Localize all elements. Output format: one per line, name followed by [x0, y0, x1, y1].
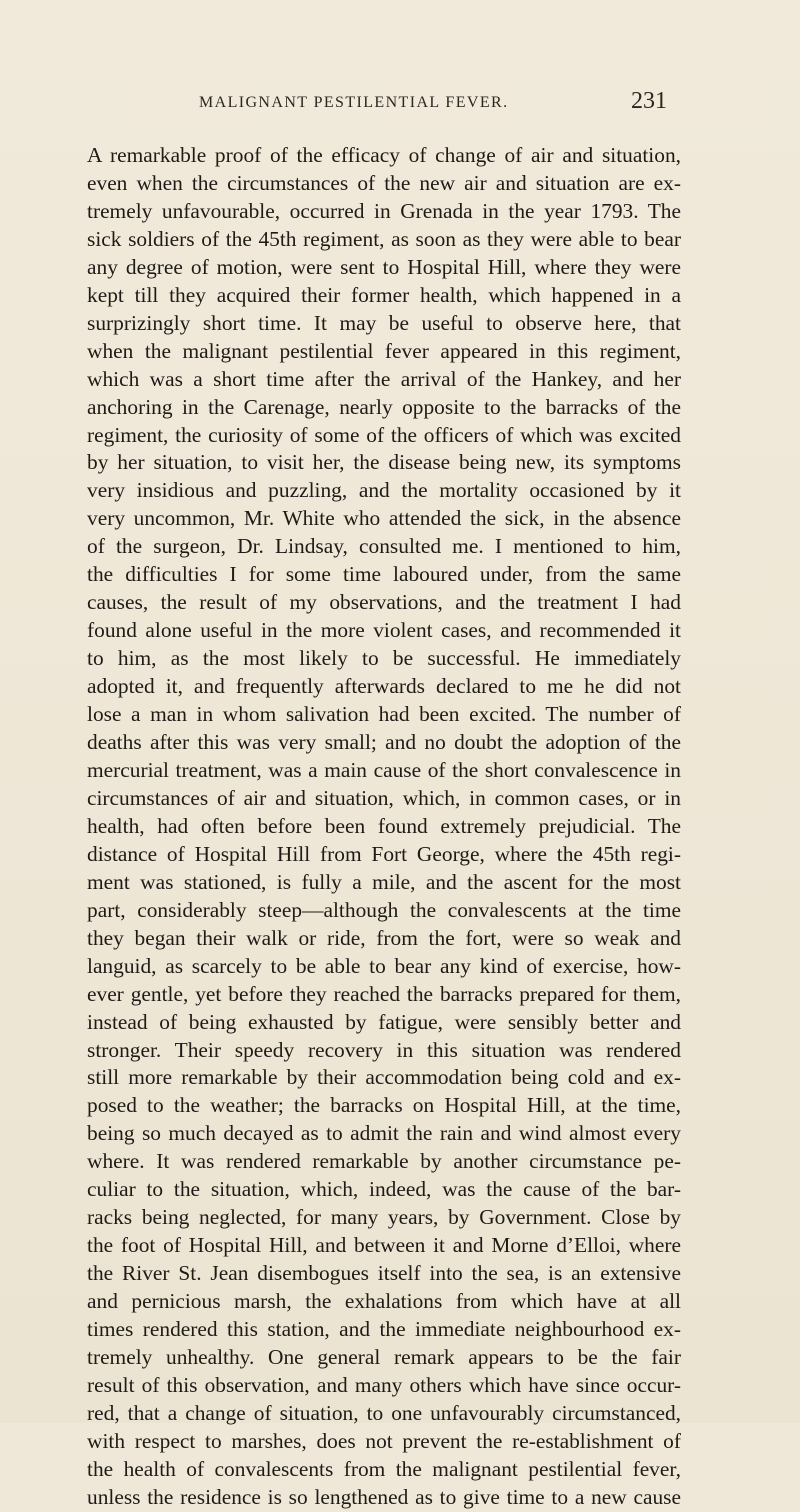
text-line: adopted it, and frequently afterwards declared to me he did not [87, 674, 681, 699]
text-line: being so much decayed as to admit the rain and wind almost every [87, 1121, 681, 1146]
text-line: found alone useful in the more violent cases, and recommended it [87, 618, 681, 643]
text-line: distance of Hospital Hill from Fort George, where the 45th regi- [87, 841, 681, 866]
text-line: surprizingly short time. It may be useful to observe here, that [87, 310, 681, 335]
text-line: of the surgeon, Dr. Lindsay, consulted me. I mentioned to him, [87, 534, 681, 559]
text-line: which was a short time after the arrival of the Hankey, and her [87, 366, 681, 391]
text-line: red, that a change of situation, to one unfavourably circumstanced, [87, 1400, 681, 1425]
running-head: MALIGNANT PESTILENTIAL FEVER. [199, 94, 509, 111]
text-line: mercurial treatment, was a main cause of the short convalescence in [87, 757, 681, 782]
text-line: with respect to marshes, does not prevent the re-establishment of [87, 1428, 681, 1453]
text-line: unless the residence is so lengthened as to give time to a new cause [87, 1484, 681, 1509]
text-line: very uncommon, Mr. White who attended the sick, in the absence [87, 506, 681, 531]
text-line: posed to the weather; the barracks on Hospital Hill, at the time, [87, 1093, 681, 1118]
text-line: regiment, the curiosity of some of the officers of which was excited [87, 422, 681, 447]
text-line: tremely unfavourable, occurred in Grenada in the year 1793. The [87, 198, 681, 223]
text-line: the difficulties I for some time laboured under, from the same [87, 562, 681, 587]
text-line: circumstances of air and situation, which, in common cases, or in [87, 785, 681, 810]
text-line: sick soldiers of the 45th regiment, as soon as they were able to bear [87, 226, 681, 251]
text-line: kept till they acquired their former health, which happened in a [87, 282, 681, 307]
text-line: where. It was rendered remarkable by another circumstance pe- [87, 1149, 681, 1174]
text-line: by her situation, to visit her, the disease being new, its symptoms [87, 450, 681, 475]
text-line: languid, as scarcely to be able to bear any kind of exercise, how- [87, 953, 681, 978]
text-line: racks being neglected, for many years, by Government. Close by [87, 1205, 681, 1230]
text-line: stronger. Their speedy recovery in this situation was rendered [87, 1037, 681, 1062]
text-line: tremely unhealthy. One general remark appears to be the fair [87, 1344, 681, 1369]
page-header [199, 88, 667, 120]
text-line: very insidious and puzzling, and the mortality occasioned by it [87, 478, 681, 503]
text-line: they began their walk or ride, from the fort, were so weak and [87, 925, 681, 950]
text-line: health, had often before been found extremely prejudicial. The [87, 813, 681, 838]
text-line: anchoring in the Carenage, nearly opposite to the barracks of the [87, 394, 681, 419]
text-line: part, considerably steep—although the convalescents at the time [87, 897, 681, 922]
text-line: the health of convalescents from the malignant pestilential fever, [87, 1456, 681, 1481]
text-line: still more remarkable by their accommodation being cold and ex- [87, 1065, 681, 1090]
text-line: causes, the result of my observations, and the treatment I had [87, 590, 681, 615]
body-paragraph [87, 142, 681, 1512]
text-line: times rendered this station, and the immediate neighbourhood ex- [87, 1317, 681, 1342]
text-line: to him, as the most likely to be successful. He immediately [87, 646, 681, 671]
text-line: any degree of motion, were sent to Hospital Hill, where they were [87, 254, 681, 279]
text-line: even when the circumstances of the new air and situation are ex- [87, 170, 681, 195]
text-line: deaths after this was very small; and no doubt the adoption of the [87, 730, 681, 755]
text-line: instead of being exhausted by fatigue, were sensibly better and [87, 1009, 681, 1034]
text-line: A remarkable proof of the efficacy of change of air and situation, [87, 143, 681, 167]
text-line: when the malignant pestilential fever appeared in this regiment, [87, 338, 681, 363]
text-line: ever gentle, yet before they reached the barracks prepared for them, [87, 981, 681, 1006]
text-line: lose a man in whom salivation had been excited. The number of [87, 702, 681, 727]
text-line: and pernicious marsh, the exhalations from which have at all [87, 1289, 681, 1314]
text-line: the foot of Hospital Hill, and between it and Morne d’Elloi, where [87, 1233, 681, 1258]
text-line: result of this observation, and many others which have since occur- [87, 1372, 681, 1397]
text-line: ment was stationed, is fully a mile, and the ascent for the most [87, 869, 681, 894]
text-line: culiar to the situation, which, indeed, was the cause of the bar- [87, 1177, 681, 1202]
text-line: the River St. Jean disembogues itself into the sea, is an extensive [87, 1261, 681, 1286]
page-number: 231 [631, 88, 667, 114]
